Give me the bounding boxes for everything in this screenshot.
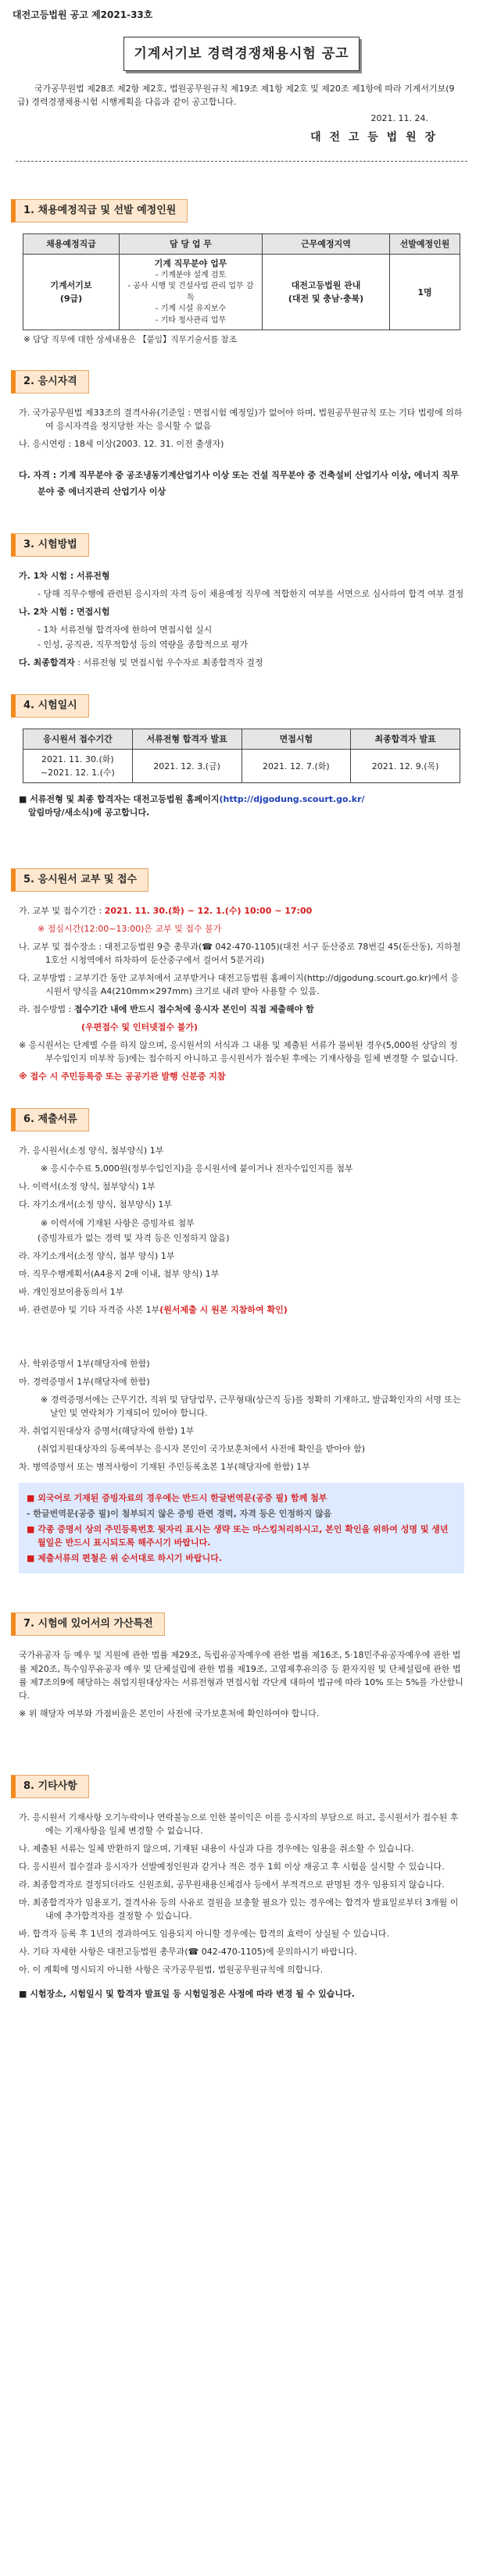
period-value: 2021. 11. 30.(화) ~ 12. 1.(수) 10:00 ~ 17:00: [104, 905, 313, 916]
divider: [16, 161, 467, 162]
page-title: 기계서기보 경력경쟁채용시험 공고: [123, 37, 360, 71]
duty-item: - 기계분야 설계 검토: [155, 270, 227, 280]
bonus-paragraph: 국가유공자 등 예우 및 지원에 관한 법률 제29조, 독립유공자예우에 관한 법률 제16조, 5·18민주유공자예우에 관한 법률 제20조, 특수임무유공자 예우 및 단체설립에 관한 법률 제19조, 고엽제후유의증 등 환자지원 및 단체설립에 관한 법률 제7조의9에 해당하는 취업지원대상자는 서류전형과 면접시험 각단계 대하여 법규에 따라 10% 또는 5%를 가산함니다.: [19, 1650, 463, 1701]
table-row: [23, 750, 460, 783]
duty-item: - 기타 청사관리 업무: [155, 315, 227, 325]
application-period: [19, 904, 464, 917]
table-header: 최종합격자 발표: [351, 729, 460, 750]
misc-item: 가. 응시원서 기재사항 오기누락이나 연락불능으로 인한 불이익은 이를 응시자의 부담으로 하고, 응시원서가 접수된 후에는 기재사항을 일체 변경할 수 없습니다.: [19, 1812, 459, 1836]
table-cell: 2021. 12. 9.(목): [351, 750, 460, 783]
document-item: 자. 취업지원대상자 증명서(해당자에 한함) 1부: [19, 1425, 195, 1436]
issuer-name: 대 전 고 등 법 원 장: [310, 131, 438, 144]
duty-item: - 기계 시설 유지보수: [155, 305, 227, 314]
duty-item: - 공사 시행 및 건설사업 관리 업무 감독: [127, 282, 254, 302]
announcement-text: ■ 서류전형 및 최종 합격자는 대전고등법원 홈페이지: [19, 794, 220, 805]
document-item: 차. 병역증명서 또는 병적사항이 기재된 주민등록초본 1부(해당자에 한함) 1부: [19, 1462, 310, 1473]
misc-item: 라. 최종합격자로 결정되더라도 신원조회, 공무원채용신체검사 등에서 부적격으로 판명된 경우 임용되지 않습니다.: [19, 1879, 445, 1890]
misc-item: 마. 최종합격자가 임용포기, 결격사유 등의 사유로 결원을 보충할 필요가 있는 경우에는 합격자 발표일로부터 3개월 이내에 추가합격자를 결정할 수 있습니다.: [19, 1897, 459, 1922]
duty-note: ※ 담당 직무에 대한 상세내용은 【붙임】직무기술서를 참조: [23, 335, 237, 345]
document-item: 아. 경력증명서 1부(해당자에 한함): [19, 1376, 150, 1387]
document-note: ※ 응시수수료 5,000원(정부수입인지)을 응시원서에 붙이거나 전자수입인지를 첨부: [41, 1163, 353, 1174]
document-notice-box: [19, 1483, 464, 1573]
section-heading-5: 5. 응시원서 교부 및 접수: [11, 868, 148, 892]
document-note: (증빙자료가 없는 경력 및 자격 등은 인정하지 않음): [38, 1232, 230, 1243]
method-value: 접수기간 내에 반드시 접수처에 응시자 본인이 직접 제출해야 함: [73, 1003, 314, 1014]
table-cell: 2021. 12. 7.(화): [242, 750, 351, 783]
final-notice: ■ 시험장소, 시험일시 및 합격자 발표일 등 시험일정은 사정에 따라 변경 될 수 있습니다.: [19, 1989, 355, 2000]
section-heading-2: 2. 응시자격: [11, 370, 89, 394]
document-item: [19, 1303, 464, 1317]
qualification-item: 나. 응시연령 : 18세 이상(2003. 12. 31. 이전 출생자): [19, 438, 224, 449]
duty-title: 기계 직무분야 업무: [154, 258, 227, 269]
table-header-row: [23, 233, 460, 254]
document-note: ※ 경력증명서에는 근무기간, 직위 및 담당업무, 근무형태(상근직 등)를 정확히 기재하고, 발급확인자의 서명 또는 날인 및 연락처가 기재되어 있어야 합니다.: [41, 1394, 461, 1418]
misc-item: 다. 응시원서 접수결과 응시자가 선발예정인원과 같거나 적은 경우 1회 이상 재공고 후 시험을 실시할 수 있습니다.: [19, 1862, 445, 1872]
announcement-note: [19, 793, 464, 819]
homepage-link[interactable]: (http://djgodung.scourt.go.kr/: [219, 794, 365, 805]
document-note: (취업지원대상자의 등록여부는 응시자 본인이 국가보훈처에서 사전에 확인을 받아야 함): [38, 1444, 366, 1455]
announce-date: 2021. 11. 24.: [370, 113, 428, 124]
method-text: : 서류전형 및 면접시험 우수자로 최종합격자 결정: [74, 657, 263, 668]
qualification-license: 다. 자격 : 기계 직무분야 중 공조냉동기계산업기사 이상 또는 건설 직무분야 중 건축설비 산업기사 이상, 에너지 직무분야 중 에너지관리 산업기사 이상: [19, 469, 459, 497]
method-note: (우편접수 및 인터넷접수 불가): [81, 1021, 199, 1032]
table-header: 서류전형 합격자 발표: [132, 729, 242, 750]
id-notice: ※ 접수 시 주민등록증 또는 공공기관 발행 신분증 지참: [19, 1071, 226, 1082]
table-header-row: [23, 729, 460, 750]
method-item: 가. 1차 시험 : 서류전형: [19, 570, 110, 581]
table-header: 면접시험: [242, 729, 351, 750]
announcement-text-2: 알림마당/새소식)에 공고합니다.: [28, 807, 150, 818]
table-header: 담 당 업 무: [120, 233, 263, 254]
application-warning: ※ 응시원서는 단계별 수를 하지 않으며, 응시원서의 서식과 그 내용 및 제출된 서류가 불비된 경우(5,000원 상당의 정부수입인지 미부착 등)에는 접수하지 아니하고 응시원서가 접수된 후에는 기재사항을 일체 변경할 수 없습니다.: [19, 1040, 458, 1064]
count-cell: 1명: [390, 254, 460, 330]
section-heading-6: 6. 제출서류: [11, 1108, 89, 1131]
rank-grade: (9급): [59, 294, 83, 305]
method-detail: - 인성, 공직관, 직무적합성 등의 역량을 종합적으로 평가: [38, 640, 249, 650]
document-item: 나. 이력서(소정 양식, 첨부양식) 1부: [19, 1181, 156, 1192]
method-label: 라. 접수방법 :: [19, 1003, 74, 1014]
method-item: 나. 2차 시험 : 면접시험: [19, 606, 110, 617]
qualification-item: 가. 국가공무원법 제33조의 결격사유(기준일 : 면접시험 예정일)가 없어야 하며, 법원공무원규칙 또는 기타 법령에 의하여 응시자격을 정지당한 자는 응시할 수 없음: [19, 407, 463, 431]
misc-item: 바. 합격자 등록 후 1년의 경과하여도 임용되지 아니할 경우에는 합격의 효력이 상실될 수 있습니다.: [19, 1929, 389, 1940]
rank-label: 기계서기보: [50, 280, 92, 291]
application-method: [19, 1003, 464, 1016]
notice-line: ■ 각종 증명서 상의 주민등록번호 뒷자리 표시는 생략 또는 마스킹처리하시고, 본인 확인을 위하여 성명 및 생년월일은 반드시 표시되도록 해주시기 바랍니다.: [27, 1524, 449, 1548]
license-note: (원서제출 시 원본 지참하여 확인): [159, 1304, 288, 1315]
document-item: 마. 직무수행계획서(A4용지 2매 이내, 첨부 양식) 1부: [19, 1268, 220, 1279]
section-heading-3: 3. 시험방법: [11, 533, 89, 557]
method-detail: - 1차 서류전형 합격자에 한하여 면접시험 실시: [38, 625, 213, 635]
notice-line: - 한글번역문(공증 필)이 첨부되지 않은 증빙 관련 경력, 자격 등은 인정하지 않음: [27, 1509, 332, 1520]
document-item: 가. 응시원서(소정 양식, 첨부양식) 1부: [19, 1145, 164, 1156]
table-cell: 2021. 12. 3.(금): [132, 750, 242, 783]
notice-page: [11, 0, 472, 2001]
region-detail: (대전 및 충남·충북): [288, 294, 364, 305]
section-heading-1: 1. 채용예정직급 및 선발 예정인원: [11, 199, 188, 223]
table-header: 근무예정지역: [263, 233, 390, 254]
application-place: 나. 교부 및 접수장소 : 대전고등법원 9층 총무과(☎ 042-470-1105)(대전 서구 둔산중로 78번길 45(둔산동), 지하철 1호선 시청역에서 하차하여 둔산중구에서 걸어서 5분거리): [19, 941, 461, 965]
table-header: 선발예정인원: [390, 233, 460, 254]
misc-item: 아. 이 계획에 명시되지 아니한 사항은 국가공무원법, 법원공무원규칙에 의합니다.: [19, 1965, 324, 1976]
notice-line: ■ 제출서류의 편철은 위 순서대로 하시기 바랍니다.: [27, 1553, 223, 1564]
rank-cell: [23, 254, 120, 330]
table-cell: 2021. 11. 30.(화) ~2021. 12. 1.(수): [23, 750, 133, 783]
document-note: ※ 이력서에 기재된 사항은 증빙자료 첨부: [41, 1217, 195, 1228]
table-row: [23, 254, 460, 330]
document-item: 바. 개인정보이용동의서 1부: [19, 1286, 124, 1297]
misc-item: 사. 기타 자세한 사항은 대전고등법원 총무과(☎ 042-470-1105)에 문의하시기 바랍니다.: [19, 1947, 357, 1958]
table-header: 응시원서 접수기간: [23, 729, 133, 750]
method-label: 다. 최종합격자: [19, 657, 75, 668]
document-item: 다. 자기소개서(소정 양식, 첨부양식) 1부: [19, 1199, 172, 1210]
schedule-table: [23, 729, 460, 783]
method-detail: - 당해 직무수행에 관련된 응시자의 자격 등이 채용예정 직무에 적합한지 여부를 서면으로 심사하여 합격 여부 결정: [38, 588, 464, 599]
application-distribution: 다. 교부방법 : 교부기간 동안 교부처에서 교부받거나 대전고등법원 홈페이지(http://djgodung.scourt.go.kr)에서 응시원서 양식을 A4(210mm×297mm) 크기로 내려 받아 사용할 수 있음.: [19, 972, 460, 996]
section-heading-4: 4. 시험일시: [11, 694, 89, 718]
document-item: 사. 학위증명서 1부(해당자에 한함): [19, 1358, 150, 1369]
misc-item: 나. 제출된 서류는 일체 반환하지 않으며, 기재된 내용이 사실과 다를 경우에는 임용을 취소할 수 있습니다.: [19, 1843, 414, 1854]
region-label: 대전고등법원 관내: [291, 280, 361, 291]
table-header: 채용예정직급: [23, 233, 120, 254]
notice-number: 대전고등법원 공고 제2021-33호: [13, 9, 153, 20]
section-heading-7: 7. 시험에 있어서의 가산특전: [11, 1612, 165, 1636]
period-note: ※ 점심시간(12:00~13:00)은 교부 및 접수 불가: [38, 923, 222, 934]
positions-table: [23, 233, 460, 330]
notice-line: ■ 외국어로 기재된 증빙자료의 경우에는 반드시 한글번역문(공증 필) 함께 첨부: [27, 1493, 327, 1504]
section-heading-8: 8. 기타사항: [11, 1775, 89, 1798]
method-item: [19, 656, 464, 669]
region-cell: [263, 254, 390, 330]
license-label: 바. 관련분야 및 기타 자격증 사본 1부: [19, 1304, 160, 1315]
duties-cell: [120, 254, 263, 330]
bonus-note: ※ 위 해당자 여부와 가점비율은 본인이 사전에 국가보훈처에 확인하여야 합니다.: [19, 1708, 320, 1719]
intro-paragraph: 국가공무원법 제28조 제2항 제2호, 법원공무원규칙 제19조 제1항 제2호 및 제20조 제1항에 따라 기계서기보(9급) 경력경쟁채용시험 시행계획을 다음과 같이 공고합니다.: [17, 83, 455, 107]
period-label: 가. 교부 및 접수기간 :: [19, 905, 105, 916]
document-item: 라. 자기소개서(소정 양식, 첨부 양식) 1부: [19, 1250, 175, 1261]
